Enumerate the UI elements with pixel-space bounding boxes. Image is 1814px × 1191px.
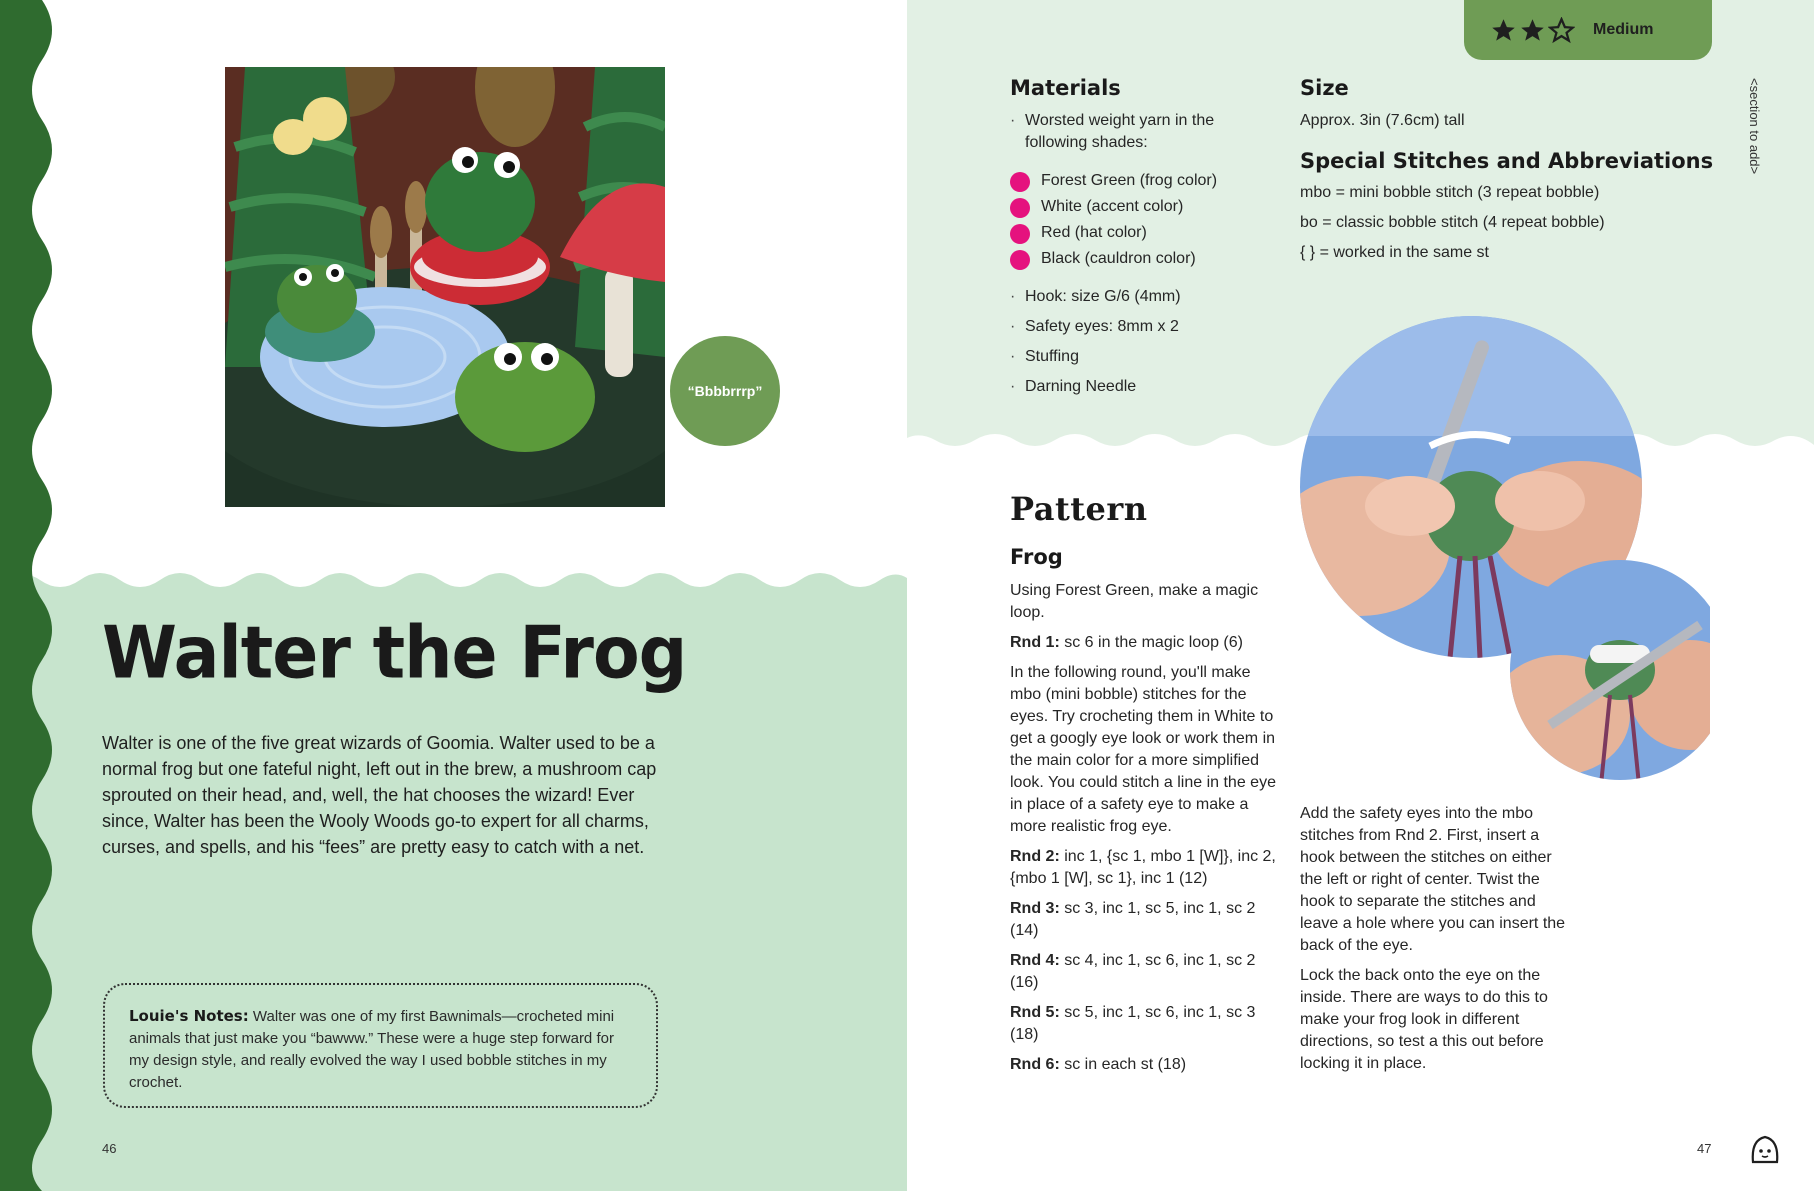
louies-notes-box: [103, 983, 658, 1108]
size-value: Approx. 3in (7.6cm) tall: [1300, 112, 1465, 129]
list-item: [1010, 222, 1250, 248]
frog-scene-photo: [225, 67, 665, 507]
list-item: [1010, 376, 1270, 406]
eye-insert-photo: [1490, 545, 1710, 795]
difficulty-badge: [1464, 0, 1712, 60]
list-item: [1010, 346, 1270, 376]
color-swatch-icon: [1010, 250, 1030, 270]
bullet-icon: ·: [1010, 348, 1016, 365]
round-label: Rnd 4:: [1010, 952, 1060, 969]
abbreviations-heading: Special Stitches and Abbreviations: [1300, 149, 1714, 173]
materials-heading: Materials: [1010, 76, 1121, 100]
notes-label: Louie's Notes:: [129, 1007, 249, 1025]
star-filled-icon: [1519, 17, 1546, 44]
shade-label: Red (hat color): [1041, 224, 1147, 241]
round-1: [1010, 632, 1278, 654]
shade-label: Black (cauldron color): [1041, 250, 1196, 267]
abbreviations-list: [1300, 182, 1660, 272]
bullet-icon: ·: [1010, 112, 1016, 129]
intro-paragraph: Walter is one of the five great wizards of Goomia. Walter used to be a normal frog but one fateful night, left out in the brew, a mushroom cap sprouted on their head, and, well, the hat chooses the wizard! Ever since, Walter has been the Wooly Woods go-to expert for all charms, curses, and spells, and his “fees” are pretty easy to catch with a net.: [102, 733, 657, 857]
round-5: [1010, 1002, 1278, 1046]
list-item: mbo = mini bobble stitch (3 repeat bobble): [1300, 184, 1600, 201]
color-swatch-icon: [1010, 172, 1030, 192]
tool-label: Safety eyes: 8mm x 2: [1025, 318, 1179, 335]
frog-subheading: Frog: [1010, 545, 1063, 569]
eye-note: In the following round, you'll make mbo (mini bobble) stitches for the eyes. Try crocheting them in White to get a googly eye look or work them in the main color for a more simplified look. You could stitch a line in the eye in place of a safety eye to make a more realistic frog eye.: [1010, 664, 1276, 835]
list-item: [1010, 286, 1270, 316]
page-number-left: 46: [102, 1141, 117, 1156]
list-item: bo = classic bobble stitch (4 repeat bobble): [1300, 214, 1605, 231]
materials-intro-text: Worsted weight yarn in the following shades:: [1025, 112, 1215, 151]
yarn-shades-list: [1010, 170, 1250, 274]
size-heading: Size: [1300, 76, 1349, 100]
round-text: sc in each st (18): [1059, 1056, 1187, 1073]
round-3: [1010, 898, 1278, 942]
pattern-start: Using Forest Green, make a magic loop.: [1010, 582, 1259, 621]
difficulty-label: Medium: [1593, 21, 1654, 38]
round-label: Rnd 1:: [1010, 634, 1060, 651]
side-tab-text: <section to add>: [1747, 78, 1762, 175]
bullet-icon: ·: [1010, 378, 1016, 395]
list-item: [1010, 196, 1250, 222]
round-2: [1010, 846, 1278, 890]
list-item: { } = worked in the same st: [1300, 244, 1489, 261]
round-6: [1010, 1054, 1278, 1076]
pattern-heading: Pattern: [1010, 490, 1148, 528]
round-label: Rnd 5:: [1010, 1004, 1060, 1021]
list-item: [1010, 248, 1250, 274]
mascot-logo-icon: [1748, 1132, 1782, 1166]
color-swatch-icon: [1010, 224, 1030, 244]
speech-bubble-text: “Bbbbrrrp”: [687, 383, 763, 399]
star-outline-icon: [1548, 17, 1575, 44]
pattern-instructions: [1010, 580, 1278, 1084]
star-filled-icon: [1490, 17, 1517, 44]
tool-label: Darning Needle: [1025, 378, 1137, 395]
round-label: Rnd 2:: [1010, 848, 1060, 865]
shade-label: Forest Green (frog color): [1041, 172, 1218, 189]
bullet-icon: ·: [1010, 288, 1016, 305]
list-item: [1010, 316, 1270, 346]
round-4: [1010, 950, 1278, 994]
shade-label: White (accent color): [1041, 198, 1184, 215]
tool-label: Hook: size G/6 (4mm): [1025, 288, 1181, 305]
round-label: Rnd 6:: [1010, 1056, 1060, 1073]
round-text: sc 3, inc 1, sc 5, inc 1, sc 2 (14): [1010, 900, 1256, 939]
side-tab: [1744, 78, 1766, 188]
tools-list: [1010, 286, 1270, 406]
round-text: sc 4, inc 1, sc 6, inc 1, sc 2 (16): [1010, 952, 1256, 991]
speech-bubble: [670, 336, 780, 446]
eyes-paragraph-2: Lock the back onto the eye on the inside. There are ways to do this to make your frog look in different directions, so test a this out before locking it in place.: [1300, 967, 1548, 1072]
round-text: sc 5, inc 1, sc 6, inc 1, sc 3 (18): [1010, 1004, 1256, 1043]
color-swatch-icon: [1010, 198, 1030, 218]
list-item: [1010, 170, 1250, 196]
safety-eye-instructions: [1300, 803, 1568, 1083]
round-label: Rnd 3:: [1010, 900, 1060, 917]
page-number-right: 47: [1697, 1141, 1712, 1156]
notes-text: Walter was one of my first Bawnimals—crocheted mini animals that just make you “bawww.” These were a huge step forward for my design style, and really evolved the way I used bobble stitches in my crochet.: [129, 1008, 615, 1091]
page-title: Walter the Frog: [102, 611, 687, 696]
tool-label: Stuffing: [1025, 348, 1079, 365]
round-text: sc 6 in the magic loop (6): [1059, 634, 1243, 651]
bullet-icon: ·: [1010, 318, 1016, 335]
materials-intro: [1010, 110, 1260, 154]
eyes-paragraph-1: Add the safety eyes into the mbo stitches from Rnd 2. First, insert a hook between the stitches on either the left or right of center. Twist the hook to separate the stitches and leave a hole where you can insert the back of the eye.: [1300, 805, 1566, 954]
round-text: inc 1, {sc 1, mbo 1 [W]}, inc 2, {mbo 1 [W], sc 1}, inc 1 (12): [1010, 848, 1276, 887]
